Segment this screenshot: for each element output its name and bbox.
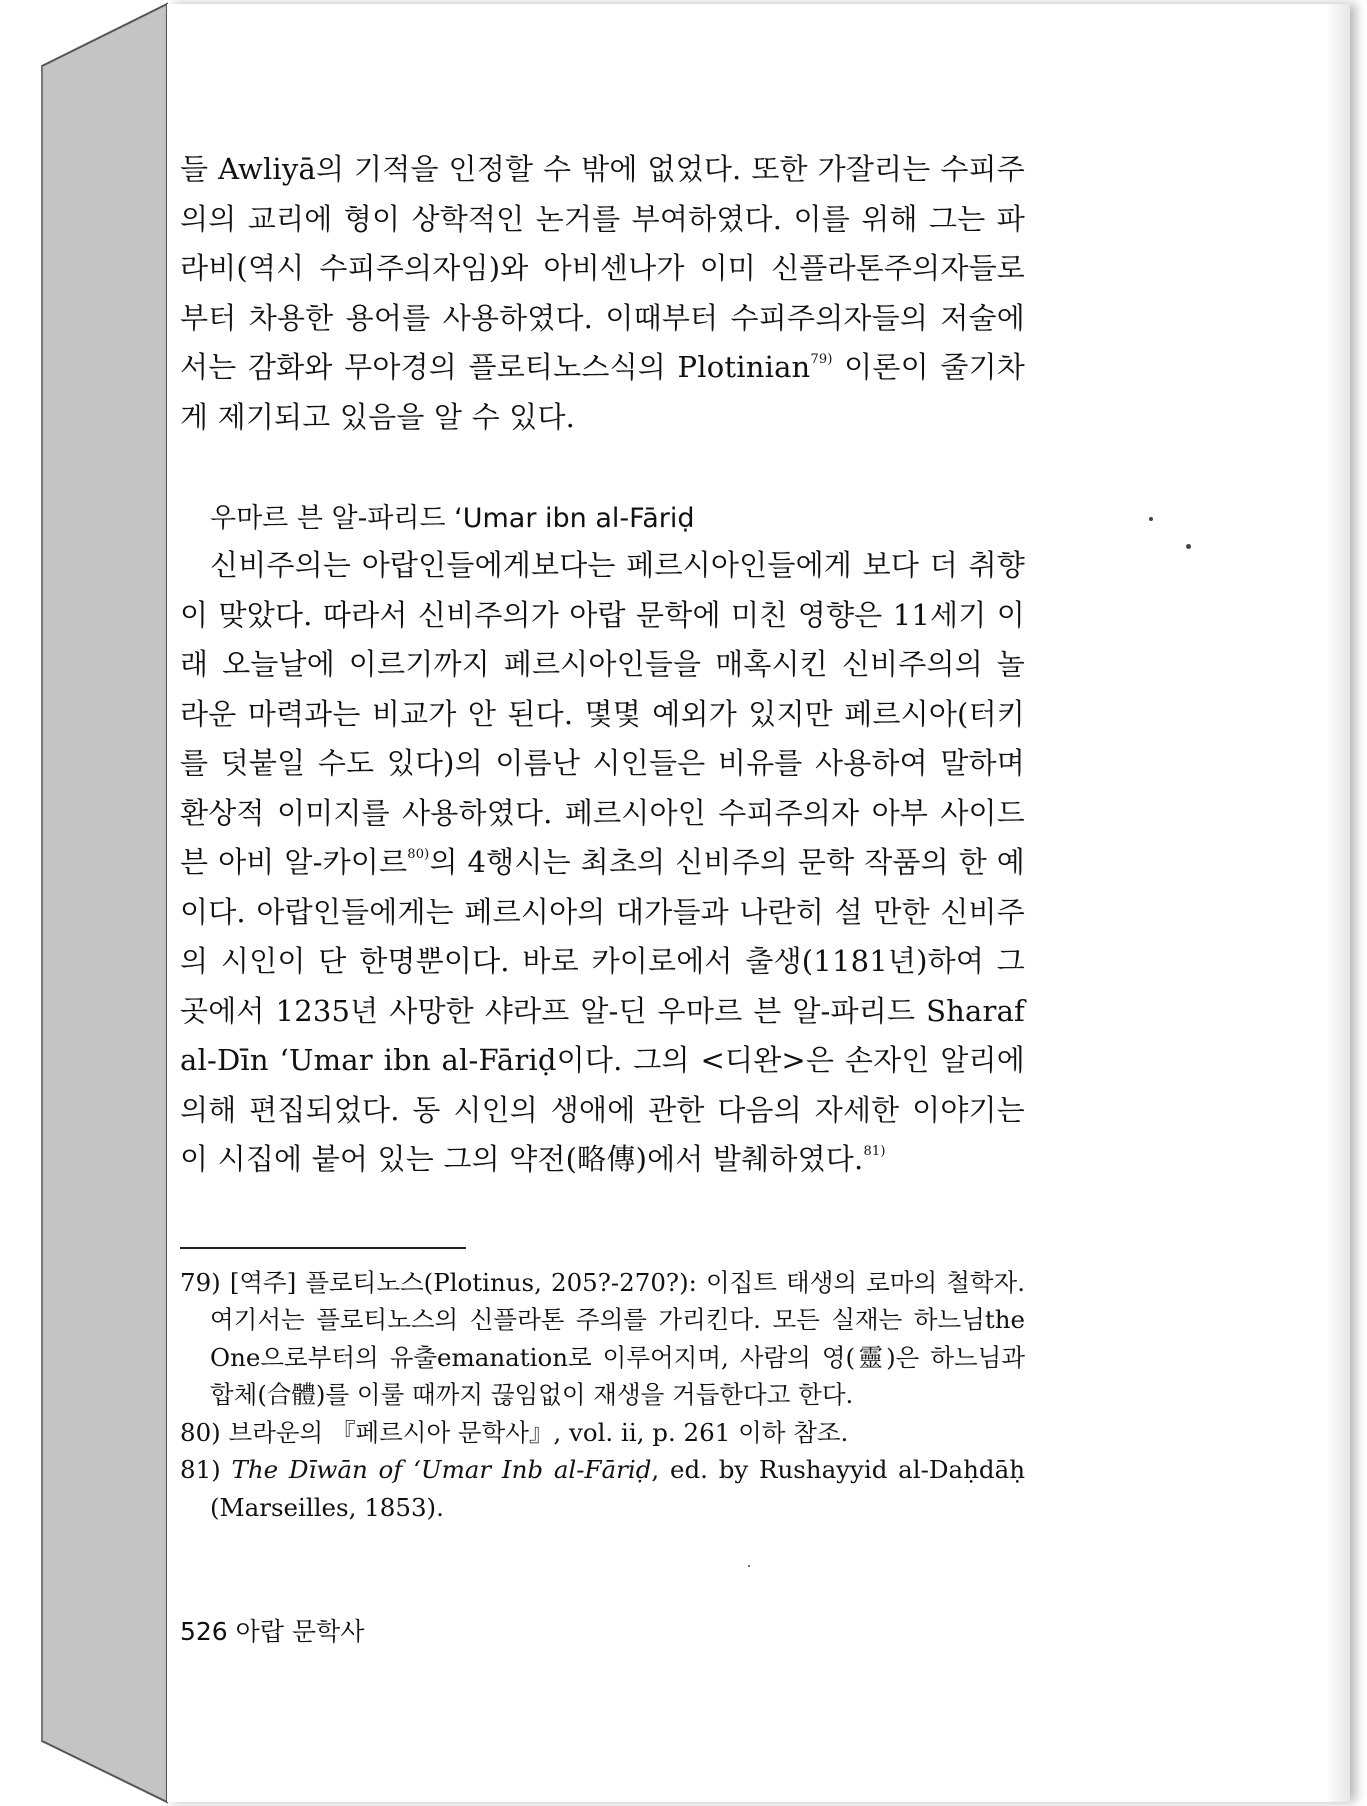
paragraph-1 [180, 145, 1025, 442]
scan-speck [1149, 517, 1153, 521]
scan-speck [1186, 544, 1191, 549]
footnote-80: 80) 브라운의 『페르시아 문학사』, vol. ii, p. 261 이하 참조. [180, 1417, 849, 1447]
footnote-divider [180, 1247, 466, 1249]
paragraph-2 [180, 541, 1025, 1185]
footnote-ref-81[interactable]: 81) [863, 1144, 886, 1160]
footnote-81-rest: , ed. by Rushayyid al-Daḥdāḥ (Marseilles, 1853). [210, 1455, 1025, 1522]
scan-speck [748, 1565, 750, 1567]
footnote-ref-79[interactable]: 79) [810, 352, 833, 368]
paragraph-2-text-end: 의 4행시는 최초의 신비주의 문학 작품의 한 예이다. 아랍인들에게는 페르시아의 대가들과 나란히 설 만한 신비주의 시인이 단 한명뿐이다. 바로 카이로에서 출생(1181년)하여 그곳에서 1235년 사망한 샤라프 알-딘 우마르 븐 알-파리드 Sharaf al-Dīn ‘Umar ibn al-Fāriḍ이다. 그의 <디완>은 손자인 알리에 의해 편집되었다. 동 시인의 생애에 관한 다음의 자세한 이야기는 이 시집에 붙어 있는 그의 약전(略傳)에서 발췌하였다. [180, 845, 1025, 1176]
spine-side [42, 4, 167, 1802]
page-footer: 526 아랍 문학사 [180, 1617, 365, 1646]
footnotes [180, 1264, 1025, 1527]
footnote-79: 79) [역주] 플로티노스(Plotinus, 205?-270?): 이집트 태생의 로마의 철학자. 여기서는 플로티노스의 신플라톤 주의를 가리킨다. 모든 실재는 하느님the One으로부터의 유출emanation로 이루어지며, 사람의 영(靈)은 하느님과 합체(合體)를 이룰 때까지 끊임없이 재생을 거듭한다고 한다. [180, 1267, 1025, 1409]
page-edge-shadow [1326, 4, 1350, 1802]
paragraph-1-text-end: 이론이 줄기차게 제기되고 있음을 알 수 있다. [180, 350, 1025, 434]
footnote-ref-80[interactable]: 80) [407, 847, 430, 863]
footnote-81-title: The Dīwān of ‘Umar Inb al-Fāriḍ [231, 1455, 652, 1484]
section-heading: 우마르 븐 알-파리드 ‘Umar ibn al-Fāriḍ [210, 503, 695, 534]
paragraph-1-text: 들 Awliyā의 기적을 인정할 수 밖에 없었다. 또한 가잘리는 수피주의의 교리에 형이 상학적인 논거를 부여하였다. 이를 위해 그는 파라비(역시 수피주의자임)와 아비센나가 이미 신플라톤주의자들로부터 차용한 용어를 사용하였다. 이때부터 수피주의자들의 저술에서는 감화와 무아경의 플로티노스식의 Plotinian [180, 152, 1025, 384]
paragraph-2-text: 신비주의는 아랍인들에게보다는 페르시아인들에게 보다 더 취향이 맞았다. 따라서 신비주의가 아랍 문학에 미친 영향은 11세기 이래 오늘날에 이르기까지 페르시아인들을 매혹시킨 신비주의의 놀라운 마력과는 비교가 안 된다. 몇몇 예외가 있지만 페르시아(터키를 덧붙일 수도 있다)의 이름난 시인들은 비유를 사용하여 말하며 환상적 이미지를 사용하였다. 페르시아인 수피주의자 아부 사이드 븐 아비 알-카이르 [180, 548, 1025, 879]
page-content [180, 145, 1025, 1526]
footnote-81 [180, 1451, 1025, 1526]
footnote-81-number: 81) [180, 1455, 232, 1484]
